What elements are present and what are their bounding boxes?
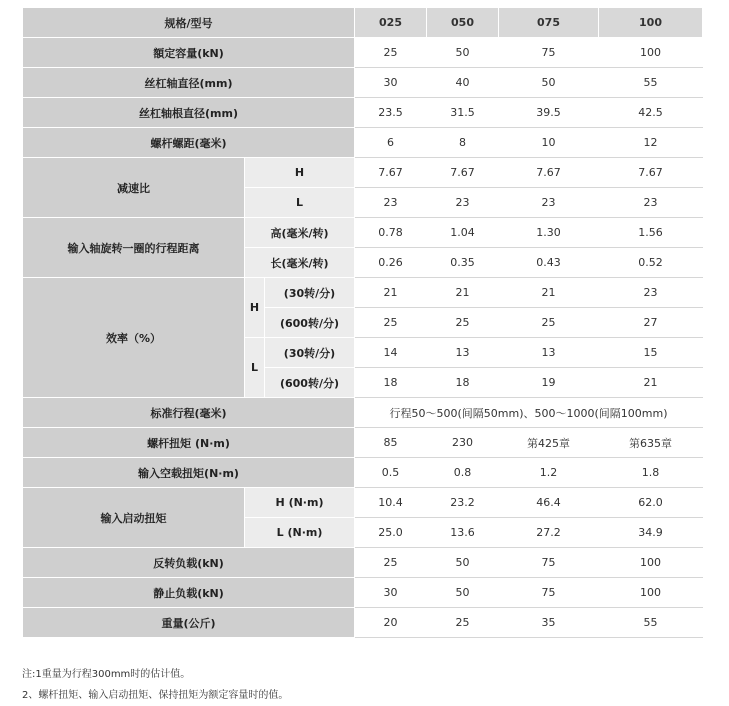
cell: 34.9: [599, 518, 703, 548]
cell: 62.0: [599, 488, 703, 518]
row-root-diameter: [23, 98, 703, 128]
sub-label: H: [245, 278, 265, 338]
cell: 46.4: [499, 488, 599, 518]
sub-label: L (N·m): [245, 518, 355, 548]
cell: 25: [499, 308, 599, 338]
cell: 6: [355, 128, 427, 158]
row-label: 螺杆扭矩 (N·m): [23, 428, 355, 458]
cell: 31.5: [427, 98, 499, 128]
row-label: 丝杠轴根直径(mm): [23, 98, 355, 128]
row-label: 重量(公斤): [23, 608, 355, 638]
cell: 25: [355, 548, 427, 578]
row-label: 額定容量(kN): [23, 38, 355, 68]
sub-label: L: [245, 338, 265, 398]
header-row: [23, 8, 703, 38]
cell: 23.2: [427, 488, 499, 518]
footnote: 注:1重量为行程300mm时的估计值。: [22, 669, 191, 680]
model-025: 025: [355, 8, 427, 38]
cell: 15: [599, 338, 703, 368]
cell: 0.5: [355, 458, 427, 488]
model-100: 100: [599, 8, 703, 38]
cell: 1.04: [427, 218, 499, 248]
sub-label: H (N·m): [245, 488, 355, 518]
row-label: 丝杠轴直径(mm): [23, 68, 355, 98]
row-weight: [23, 608, 703, 638]
cell: 85: [355, 428, 427, 458]
cell: 行程50～500(间隔50mm)、500～1000(间隔100mm): [355, 398, 703, 428]
footnotes: [22, 664, 288, 706]
cell: 0.78: [355, 218, 427, 248]
row-label: 静止负载(kN): [23, 578, 355, 608]
sub-label: 长(毫米/转): [245, 248, 355, 278]
sub-label: L: [245, 188, 355, 218]
cell: 21: [427, 278, 499, 308]
row-static-load: [23, 578, 703, 608]
cell: 21: [599, 368, 703, 398]
row-label: 效率（%）: [23, 278, 245, 398]
cell: 18: [427, 368, 499, 398]
cell: 1.8: [599, 458, 703, 488]
cell: 50: [427, 548, 499, 578]
cell: 23: [499, 188, 599, 218]
cell: 7.67: [599, 158, 703, 188]
model-050: 050: [427, 8, 499, 38]
cell: 55: [599, 608, 703, 638]
cell: 50: [427, 578, 499, 608]
row-reverse-load: [23, 548, 703, 578]
cell: 14: [355, 338, 427, 368]
cell: 75: [499, 38, 599, 68]
sub-label: 高(毫米/转): [245, 218, 355, 248]
row-efficiency-h30: [23, 278, 703, 308]
cell: 50: [499, 68, 599, 98]
sub-label: (600转/分): [265, 308, 355, 338]
cell: 20: [355, 608, 427, 638]
row-label: 减速比: [23, 158, 245, 218]
row-starting-torque-h: [23, 488, 703, 518]
cell: 23: [355, 188, 427, 218]
cell: 0.52: [599, 248, 703, 278]
sub-label: (30转/分): [265, 278, 355, 308]
cell: 1.30: [499, 218, 599, 248]
spec-table-container: [22, 7, 702, 638]
row-label: 输入启动扭矩: [23, 488, 245, 548]
cell: 7.67: [355, 158, 427, 188]
cell: 27: [599, 308, 703, 338]
cell: 75: [499, 548, 599, 578]
footnote: 2、螺杆扭矩、输入启动扭矩、保持扭矩为额定容量时的值。: [22, 690, 289, 701]
cell: 230: [427, 428, 499, 458]
cell: 35: [499, 608, 599, 638]
cell: 第425章: [499, 428, 599, 458]
cell: 27.2: [499, 518, 599, 548]
cell: 0.8: [427, 458, 499, 488]
cell: 0.35: [427, 248, 499, 278]
cell: 39.5: [499, 98, 599, 128]
cell: 25: [427, 608, 499, 638]
cell: 100: [599, 548, 703, 578]
cell: 0.26: [355, 248, 427, 278]
row-rated-capacity: [23, 38, 703, 68]
cell: 30: [355, 578, 427, 608]
cell: 18: [355, 368, 427, 398]
header-label: 规格/型号: [23, 8, 355, 38]
sub-label: H: [245, 158, 355, 188]
cell: 25: [355, 308, 427, 338]
row-label: 输入空载扭矩(N·m): [23, 458, 355, 488]
cell: 40: [427, 68, 499, 98]
row-standard-stroke: [23, 398, 703, 428]
cell: 42.5: [599, 98, 703, 128]
cell: 第635章: [599, 428, 703, 458]
cell: 21: [355, 278, 427, 308]
cell: 100: [599, 38, 703, 68]
row-label: 螺杆螺距(毫米): [23, 128, 355, 158]
cell: 1.56: [599, 218, 703, 248]
cell: 10: [499, 128, 599, 158]
cell: 12: [599, 128, 703, 158]
cell: 55: [599, 68, 703, 98]
cell: 100: [599, 578, 703, 608]
cell: 23: [599, 188, 703, 218]
cell: 7.67: [427, 158, 499, 188]
cell: 13.6: [427, 518, 499, 548]
row-lead: [23, 128, 703, 158]
cell: 19: [499, 368, 599, 398]
row-screw-torque: [23, 428, 703, 458]
cell: 50: [427, 38, 499, 68]
cell: 7.67: [499, 158, 599, 188]
cell: 13: [427, 338, 499, 368]
cell: 10.4: [355, 488, 427, 518]
cell: 23: [599, 278, 703, 308]
cell: 8: [427, 128, 499, 158]
cell: 23.5: [355, 98, 427, 128]
row-label: 标准行程(毫米): [23, 398, 355, 428]
cell: 23: [427, 188, 499, 218]
cell: 25.0: [355, 518, 427, 548]
row-screw-diameter: [23, 68, 703, 98]
model-075: 075: [499, 8, 599, 38]
sub-label: (600转/分): [265, 368, 355, 398]
row-no-load-torque: [23, 458, 703, 488]
row-label: 输入轴旋转一圈的行程距离: [23, 218, 245, 278]
row-label: 反转负载(kN): [23, 548, 355, 578]
row-reduction-h: [23, 158, 703, 188]
cell: 75: [499, 578, 599, 608]
spec-table: [22, 7, 703, 638]
sub-label: (30转/分): [265, 338, 355, 368]
cell: 25: [355, 38, 427, 68]
cell: 30: [355, 68, 427, 98]
cell: 13: [499, 338, 599, 368]
row-travel-high: [23, 218, 703, 248]
cell: 1.2: [499, 458, 599, 488]
cell: 0.43: [499, 248, 599, 278]
cell: 21: [499, 278, 599, 308]
cell: 25: [427, 308, 499, 338]
